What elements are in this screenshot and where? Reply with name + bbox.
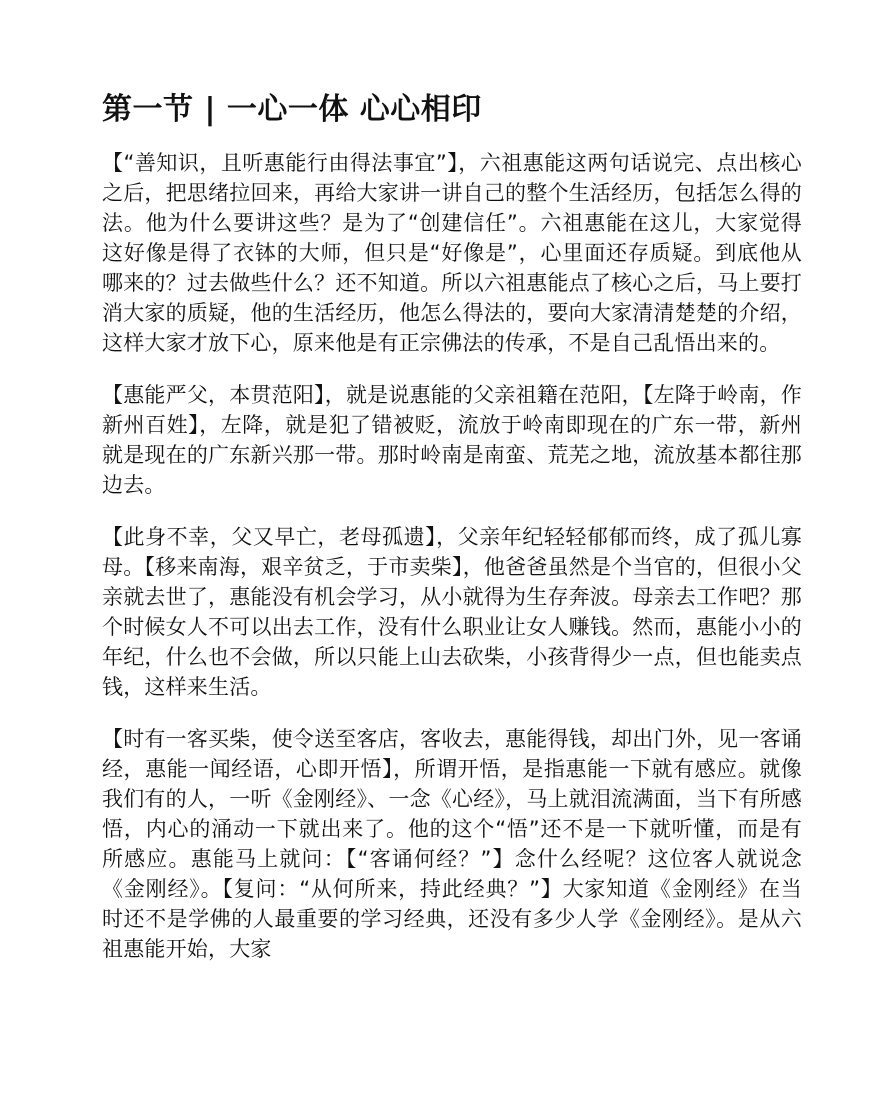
paragraph-3: 【此身不幸，父又早亡，老母孤遗】，父亲年纪轻轻郁郁而终，成了孤儿寡母。【移来南海，艰辛贫乏，于市卖柴】，他爸爸虽然是个当官的，但很小父亲就去世了，惠能没有机会学习，从小就得为生存奔波。母亲去工作吧？那个时候女人不可以出去工作，没有什么职业让女人赚钱。然而，惠能小小的年纪，什么也不会做，所以只能上山去砍柴，小孩背得少一点，但也能卖点钱，这样来生活。 (102, 525, 802, 699)
paragraph-2: 【惠能严父，本贯范阳】，就是说惠能的父亲祖籍在范阳，【左降于岭南，作新州百姓】，左降，就是犯了错被贬，流放于岭南即现在的广东一带，新州就是现在的广东新兴那一带。那时岭南是南蛮、荒芜之地，流放基本都往那边去。 (102, 383, 802, 497)
document-page (102, 88, 802, 986)
paragraph-1: 【“善知识，且听惠能行由得法事宜”】，六祖惠能这两句话说完、点出核心之后，把思绪拉回来，再给大家讲一讲自己的整个生活经历，包括怎么得的法。他为什么要讲这些？是为了“创建信任”。六祖惠能在这儿，大家觉得这好像是得了衣钵的大师，但只是“好像是”，心里面还存质疑。到底他从哪来的？过去做些什么？还不知道。所以六祖惠能点了核心之后，马上要打消大家的质疑，他的生活经历，他怎么得法的，要向大家清清楚楚的介绍，这样大家才放下心，原来他是有正宗佛法的传承，不是自己乱悟出来的。 (102, 151, 802, 355)
paragraph-4: 【时有一客买柴，使令送至客店，客收去，惠能得钱，却出门外，见一客诵经，惠能一闻经语，心即开悟】，所谓开悟，是指惠能一下就有感应。就像我们有的人，一听《金刚经》、一念《心经》，马上就泪流满面，当下有所感悟，内心的涌动一下就出来了。他的这个“悟”还不是一下就听懂，而是有所感应。惠能马上就问：【“客诵何经？”】念什么经呢？这位客人就说念《金刚经》。【复问：“从何所来，持此经典？”】大家知道《金刚经》在当时还不是学佛的人最重要的学习经典，还没有多少人学《金刚经》。是从六祖惠能开始，大家 (102, 727, 802, 961)
section-title: 第一节 | 一心一体 心心相印 (102, 92, 482, 127)
